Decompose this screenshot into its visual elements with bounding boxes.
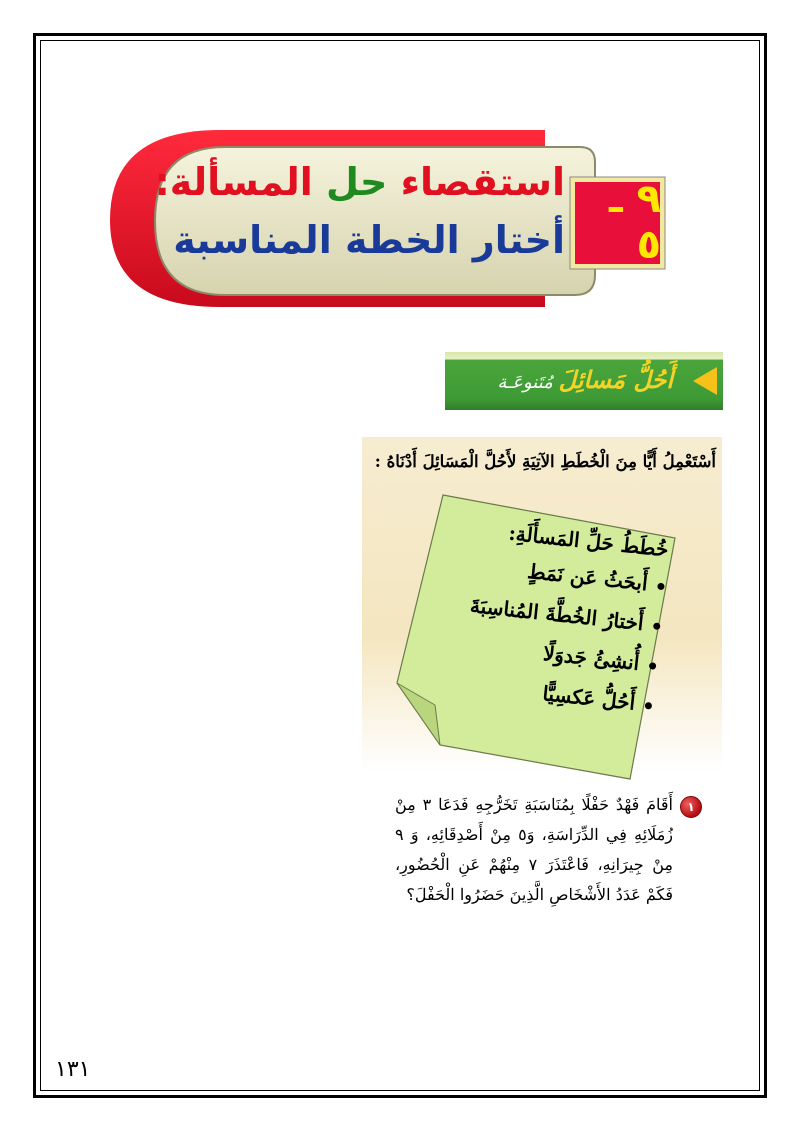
section-header-text: [497, 365, 673, 394]
bullet-icon: [645, 702, 653, 710]
title-word-3: المسألة:: [154, 160, 313, 204]
strategies-title: خُطَطُ حَلِّ المَسأَلَةِ:: [507, 520, 670, 562]
strategy-label: أَبحَثُ عَن نَمَطٍ: [526, 558, 649, 596]
strategy-label: أُنشِئُ جَدوَلًا: [542, 641, 641, 676]
lesson-number: ٩ ـ ٥: [608, 176, 661, 268]
strategy-item: [422, 669, 653, 717]
section-header-main: أَحُلُّ مَسائِلَ: [558, 365, 673, 394]
bullet-icon: [657, 583, 665, 591]
bullet-icon: [653, 622, 661, 630]
page-number: ١٣١: [55, 1057, 91, 1082]
problem-number-badge: ١: [680, 796, 702, 818]
section-header-sub: مُتَنوعَـة: [497, 372, 559, 393]
lesson-title-line2: أختار الخطة المناسبة: [173, 218, 565, 262]
title-word-2: حل: [312, 160, 388, 204]
strategies-list: [420, 514, 669, 733]
strategy-label: أَحُلُّ عَكسِيًّا: [541, 681, 637, 715]
strategy-label: أَختارُ الخُطَّةَ المُناسِبَةَ: [469, 593, 645, 636]
instruction-text: أَسْتَعْمِلُ أَيًّا مِنَ الْخُطَطِ الآتِيَةِ لأَحُلَّ الْمَسَائِلَ أَدْنَاهُ :: [374, 452, 716, 471]
triangle-arrow-icon: [693, 367, 717, 395]
strategy-item: [426, 629, 657, 677]
title-word-1: استقصاء: [387, 160, 565, 204]
strategy-item: [430, 589, 661, 637]
problem-text: أَقَامَ فَهْدٌ حَفْلًا بِمُنَاسَبَةِ تَخَرُّجِهِ فَدَعَا ٣ مِنْ زُمَلَائِهِ فِي الدِّرَاسَةِ، وَ٥ مِنْ أَصْدِقَائِهِ، وَ ٩ مِنْ جِيرَانِهِ، فَاعْتَذَرَ ٧ مِنْهُمْ عَنِ الْحُضُورِ، فَكَمْ عَدَدُ الأَشْخَاصِ الَّذِينَ حَضَرُوا الْحَفْلَ؟: [395, 795, 674, 904]
bullet-icon: [649, 662, 657, 670]
lesson-title-line1: [154, 160, 565, 204]
section-header: [445, 352, 723, 410]
